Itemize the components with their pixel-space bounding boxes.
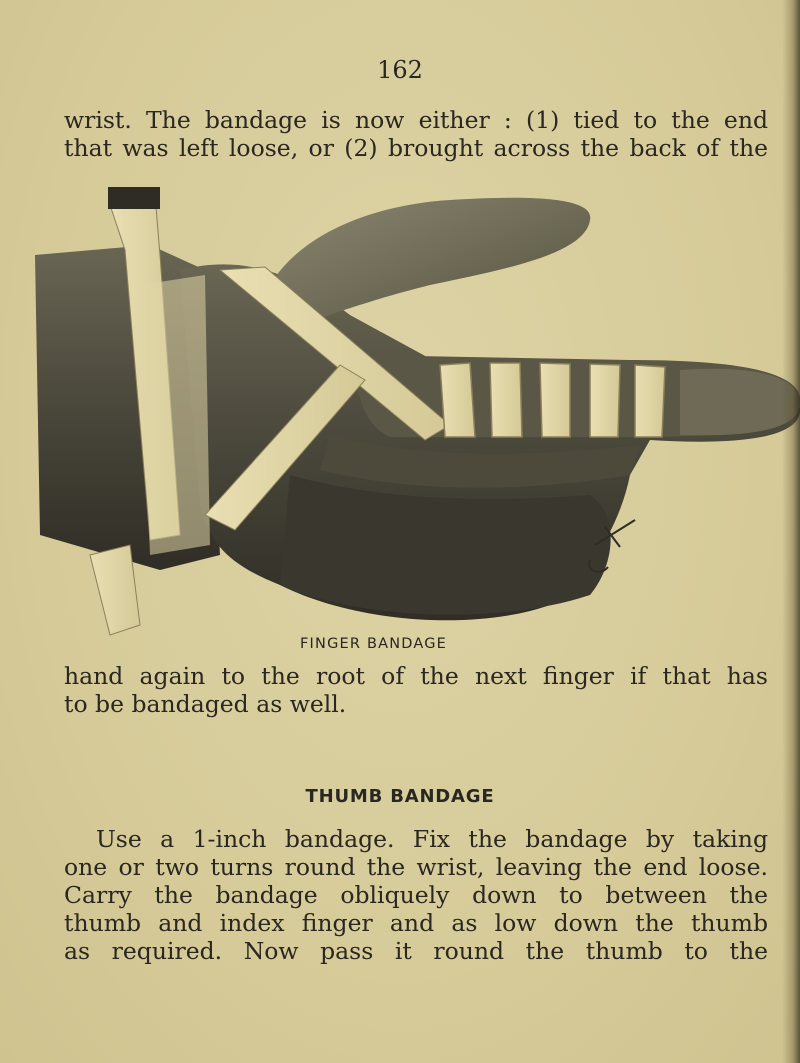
top-paragraph xyxy=(64,106,768,162)
paragraph-line: thumb and index finger and as low down the thumb xyxy=(64,909,768,937)
section-heading: THUMB BANDAGE xyxy=(305,786,495,807)
middle-paragraph xyxy=(64,662,768,718)
figure-caption: FINGER BANDAGE xyxy=(300,636,448,652)
paragraph-line: one or two turns round the wrist, leaving the end loose. xyxy=(64,853,768,881)
paragraph-line: that was left loose, or (2) brought across the back of the xyxy=(64,134,768,162)
paragraph-line: to be bandaged as well. xyxy=(64,690,347,718)
page-number: 162 xyxy=(377,56,423,84)
paragraph-line: Use a 1-inch bandage. Fix the bandage by taking xyxy=(96,825,768,853)
paragraph-line: as required. Now pass it round the thumb to the xyxy=(64,937,768,965)
paragraph-line: hand again to the root of the next finger if that has xyxy=(64,662,768,690)
paragraph-line: wrist. The bandage is now either : (1) tied to the end xyxy=(64,106,768,134)
page-edge-shadow xyxy=(782,0,800,1063)
paragraph-line: Carry the bandage obliquely down to between the xyxy=(64,881,768,909)
finger-bandage-illustration xyxy=(30,175,800,645)
thumb-bandage-paragraph xyxy=(64,825,768,965)
